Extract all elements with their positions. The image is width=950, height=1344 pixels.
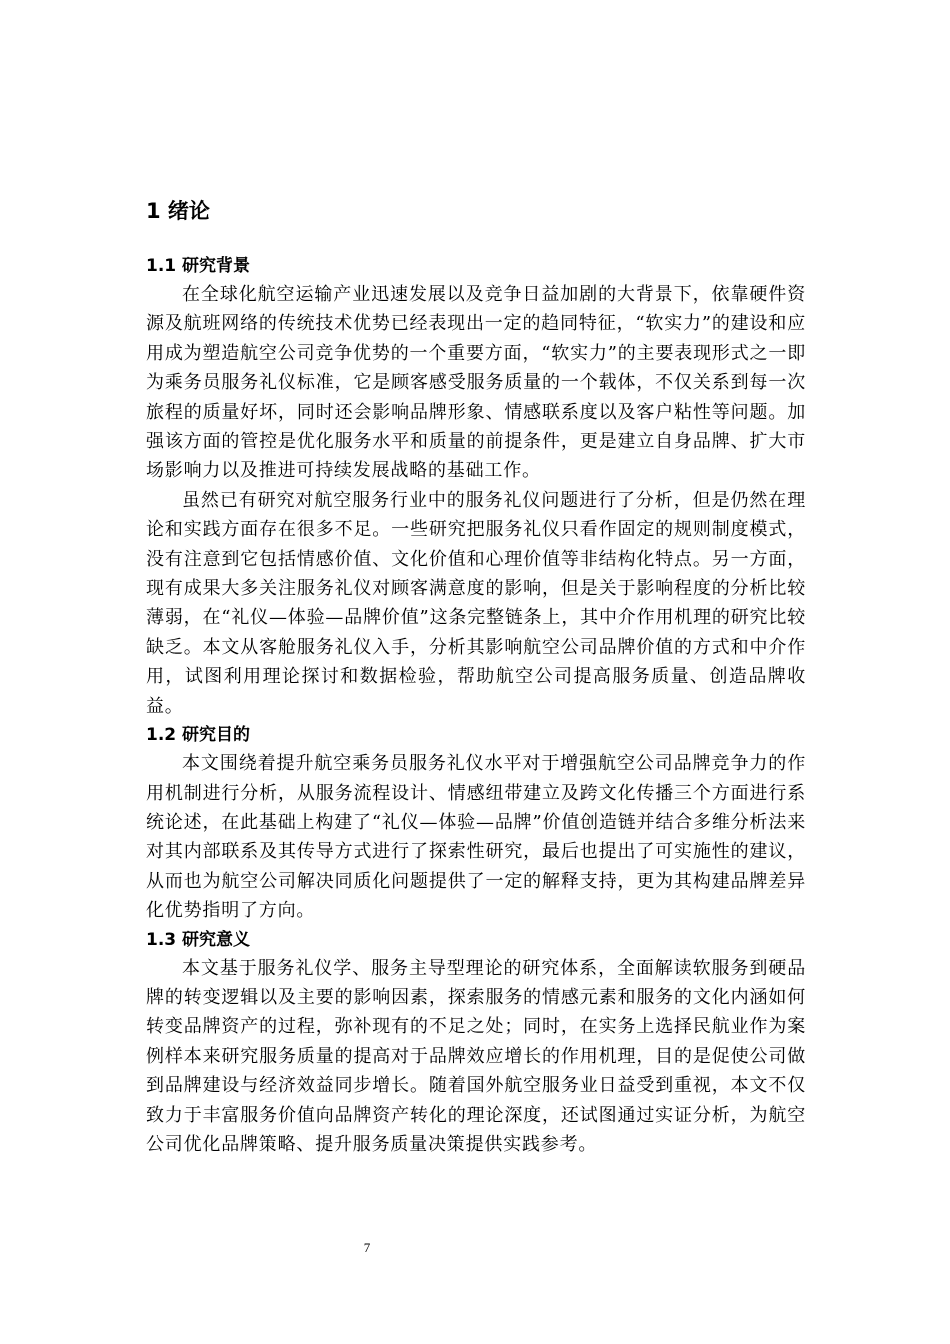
section-research-background [146,252,806,721]
page-body [146,252,806,1159]
section-research-purpose [146,721,806,925]
section-heading: 1.3 研究意义 [146,929,251,950]
section-heading: 1.2 研究目的 [146,725,251,746]
body-paragraph: 虽然已有研究对航空服务行业中的服务礼仪问题进行了分析，但是仍然在理论和实践方面存在很多不足。一些研究把服务礼仪只看作固定的规则制度模式，没有注意到它包括情感价值、文化价值和心理价值等非结构化特点。另一方面，现有成果大多关注服务礼仪对顾客满意度的影响，但是关于影响程度的分析比较薄弱，在“礼仪—体验—品牌价值”这条完整链条上，其中介作用机理的研究比较缺乏。本文从客舱服务礼仪入手，分析其影响航空公司品牌价值的方式和中介作用，试图利用理论探讨和数据检验，帮助航空公司提高服务质量、创造品牌收益。 [146,489,806,717]
page-number: 7 [363,1240,371,1255]
body-paragraph: 本文基于服务礼仪学、服务主导型理论的研究体系，全面解读软服务到硬品牌的转变逻辑以及主要的影响因素，探索服务的情感元素和服务的文化内涵如何转变品牌资产的过程，弥补现有的不足之处；同时，在实务上选择民航业作为案例样本来研究服务质量的提高对于品牌效应增长的作用机理，目的是促使公司做到品牌建设与经济效益同步增长。随着国外航空服务业日益受到重视，本文不仅致力于丰富服务价值向品牌资产转化的理论深度，还试图通过实证分析，为航空公司优化品牌策略、提升服务质量决策提供实践参考。 [146,957,806,1155]
section-research-significance [146,926,806,1160]
body-paragraph: 在全球化航空运输产业迅速发展以及竞争日益加剧的大背景下，依靠硬件资源及航班网络的传统技术优势已经表现出一定的趋同特征，“软实力”的建设和应用成为塑造航空公司竞争优势的一个重要方面，“软实力”的主要表现形式之一即为乘务员服务礼仪标准，它是顾客感受服务质量的一个载体，不仅关系到每一次旅程的质量好坏，同时还会影响品牌形象、情感联系度以及客户粘性等问题。加强该方面的管控是优化服务水平和质量的前提条件，更是建立自身品牌、扩大市场影响力以及推进可持续发展战略的基础工作。 [146,284,806,482]
section-heading: 1.1 研究背景 [146,256,251,276]
body-paragraph: 本文围绕着提升航空乘务员服务礼仪水平对于增强航空公司品牌竞争力的作用机制进行分析，从服务流程设计、情感纽带建立及跨文化传播三个方面进行系统论述，在此基础上构建了“礼仪—体验—品牌”价值创造链并结合多维分析法来对其内部联系及其传导方式进行了探索性研究，最后也提出了可实施性的建议，从而也为航空公司解决同质化问题提供了一定的解释支持，更为其构建品牌差异化优势指明了方向。 [146,753,806,922]
chapter-title: 1 绪论 [146,199,210,223]
